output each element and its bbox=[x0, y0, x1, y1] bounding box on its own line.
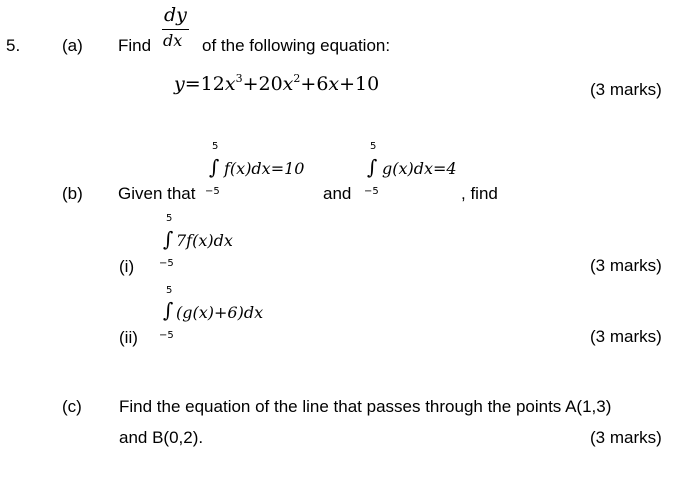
eq-plus1: + bbox=[242, 73, 259, 95]
sub-i-label: (i) bbox=[119, 257, 135, 276]
integral-sign: ∫ bbox=[163, 227, 174, 251]
eq-term2-var: x bbox=[282, 73, 294, 95]
part-c-label: (c) bbox=[62, 397, 82, 416]
part-b-given-text: Given that bbox=[118, 184, 196, 203]
eq-term3-var: x bbox=[328, 73, 340, 95]
integral-7f-upper-limit: 5 bbox=[166, 213, 173, 224]
integral-g6-expression: (g(x)+6)dx bbox=[176, 303, 264, 322]
integral-7f-lower-limit: −5 bbox=[159, 258, 174, 269]
integral-sign: ∫ bbox=[209, 155, 220, 179]
eq-term2-coef: 20 bbox=[258, 73, 283, 95]
question-number: 5. bbox=[6, 36, 21, 55]
part-c-line2: and B(0,2). bbox=[119, 428, 204, 447]
integral-sign: ∫ bbox=[367, 155, 378, 179]
sub-ii-marks: (3 marks) bbox=[590, 327, 662, 346]
eq-term1-var: x bbox=[224, 73, 236, 95]
integral-g6-upper-limit: 5 bbox=[166, 285, 173, 296]
eq-term2-exp: 2 bbox=[293, 72, 301, 85]
sub-i-marks: (3 marks) bbox=[590, 256, 662, 275]
integral-g-upper-limit: 5 bbox=[370, 141, 377, 152]
derivative-denominator: dx bbox=[163, 31, 183, 50]
part-a-text-after: of the following equation: bbox=[202, 36, 391, 55]
eq-term1-exp: 3 bbox=[235, 72, 243, 85]
integral-f-lower-limit: −5 bbox=[205, 186, 220, 197]
eq-plus3: + bbox=[339, 73, 356, 95]
eq-term1-coef: 12 bbox=[200, 73, 225, 95]
part-a-marks: (3 marks) bbox=[590, 80, 662, 99]
integral-g6-lower-limit: −5 bbox=[159, 330, 174, 341]
eq-term3-coef: 6 bbox=[316, 73, 329, 95]
part-a-find-text: Find bbox=[118, 36, 152, 55]
eq-term4: 10 bbox=[355, 73, 380, 95]
integral-7f-expression: 7f(x)dx bbox=[176, 231, 233, 250]
part-b-label: (b) bbox=[62, 184, 83, 203]
eq-lhs: y bbox=[174, 73, 185, 95]
derivative-numerator: dy bbox=[164, 4, 187, 26]
part-b-and-text: and bbox=[323, 184, 352, 203]
polynomial-equation bbox=[174, 73, 379, 94]
integral-g-expression: g(x)dx=4 bbox=[382, 159, 457, 178]
part-c-marks: (3 marks) bbox=[590, 428, 662, 447]
part-b-find-text: , find bbox=[461, 184, 498, 203]
integral-sign: ∫ bbox=[163, 298, 174, 322]
eq-plus2: + bbox=[300, 73, 317, 95]
part-a-label: (a) bbox=[62, 36, 83, 55]
part-c-line1: Find the equation of the line that passes through the points A(1,3) bbox=[119, 397, 612, 416]
integral-f-upper-limit: 5 bbox=[212, 141, 219, 152]
eq-equals: = bbox=[184, 73, 201, 95]
integral-f-expression: f(x)dx=10 bbox=[224, 159, 305, 178]
sub-ii-label: (ii) bbox=[119, 328, 138, 347]
integral-g-lower-limit: −5 bbox=[364, 186, 379, 197]
